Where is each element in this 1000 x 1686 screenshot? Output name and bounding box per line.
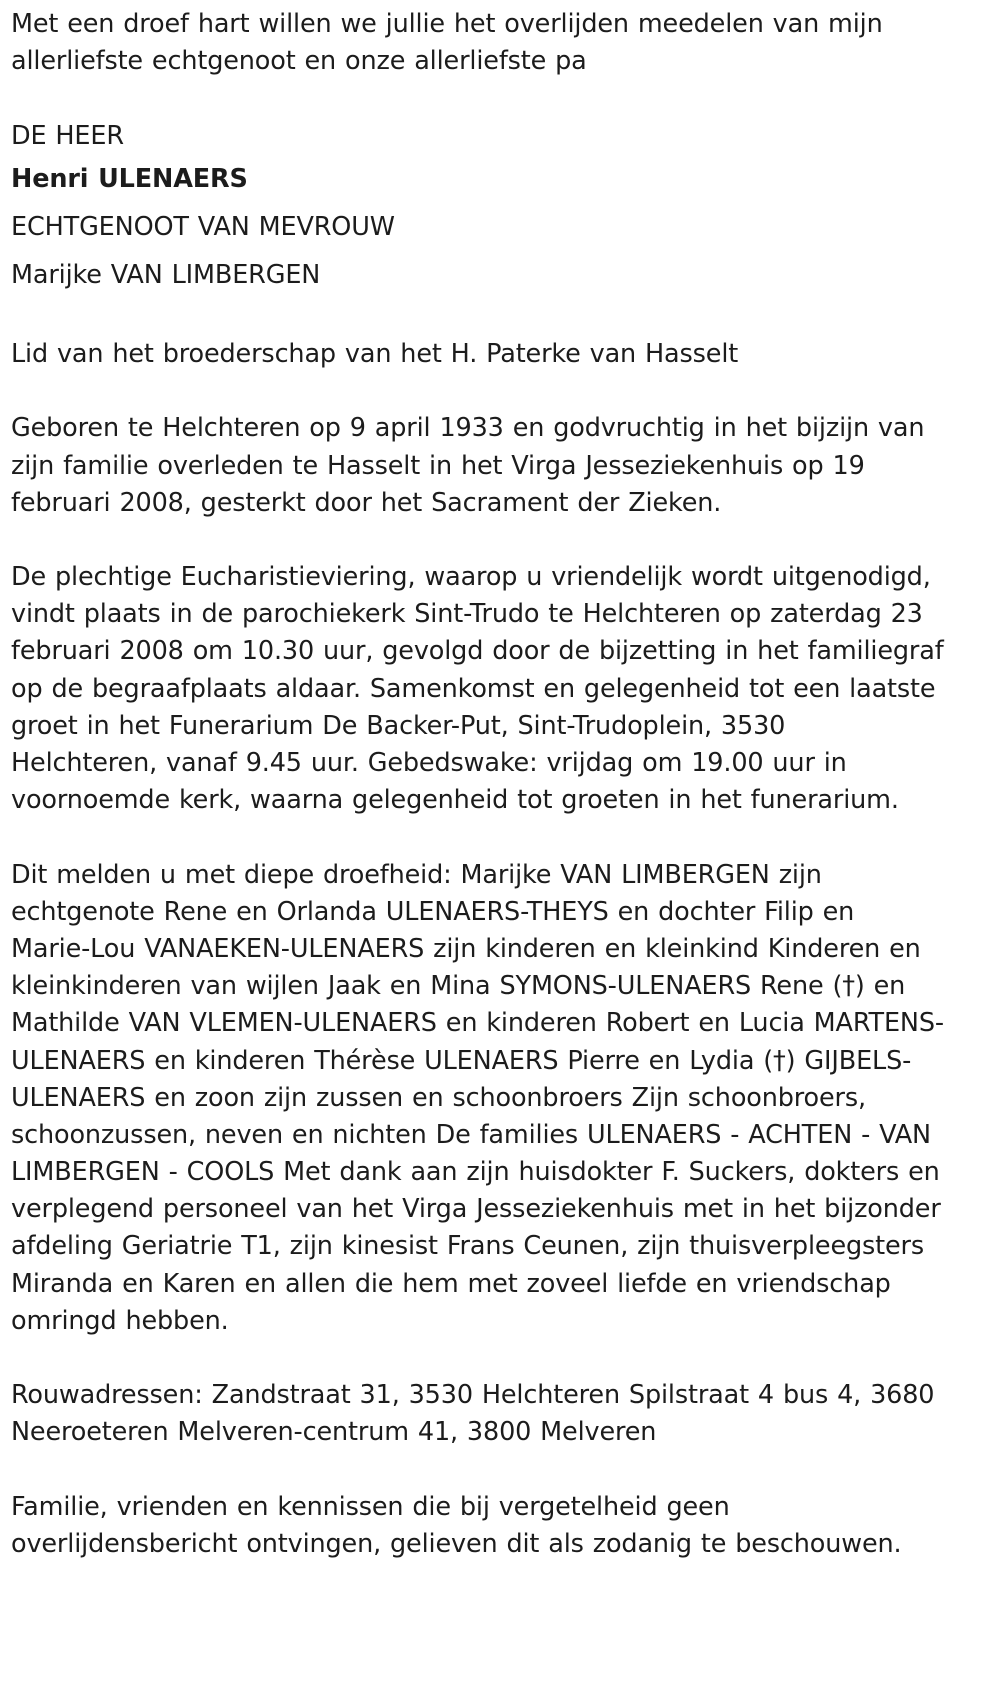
family-line: ULENAERS en kinderen Thérèse ULENAERS Pierre en Lydia (†) GIJBELS- — [11, 1045, 912, 1076]
birth-death-line: februari 2008, gesterkt door het Sacrament der Zieken. — [11, 487, 722, 518]
ceremony-line: Helchteren, vanaf 9.45 uur. Gebedswake: vrijdag om 19.00 uur in — [11, 748, 847, 778]
closing-paragraph — [11, 1489, 991, 1563]
birth-death-line: zijn familie overleden te Hasselt in het Virga Jesseziekenhuis op 19 — [11, 450, 865, 481]
ceremony-line: februari 2008 om 10.30 uur, gevolgd door de bijzetting in het familiegraf — [11, 636, 944, 667]
membership-line: Lid van het broederschap van het H. Paterke van Hasselt — [11, 338, 739, 369]
deceased-name: Henri ULENAERS — [11, 163, 248, 194]
intro-line: Met een droef hart willen we jullie het overlijden meedelen van mijn — [11, 9, 883, 39]
closing-line: Familie, vrienden en kennissen die bij vergetelheid geen — [11, 1491, 730, 1522]
family-line: afdeling Geriatrie T1, zijn kinesist Frans Ceunen, zijn thuisverpleegsters — [11, 1231, 925, 1262]
family-line: schoonzussen, neven en nichten De families ULENAERS - ACHTEN - VAN — [11, 1119, 931, 1150]
ceremony-line: groet in het Funerarium De Backer-Put, Sint-Trudoplein, 3530 — [11, 710, 786, 741]
ceremony-line: voornoemde kerk, waarna gelegenheid tot groeten in het funerarium. — [11, 785, 899, 816]
address-line: Rouwadressen: Zandstraat 31, 3530 Helchteren Spilstraat 4 bus 4, 3680 — [11, 1380, 935, 1411]
family-line: ULENAERS en zoon zijn zussen en schoonbroers Zijn schoonbroers, — [11, 1082, 866, 1113]
addresses-paragraph — [11, 1377, 991, 1451]
family-line: Dit melden u met diepe droefheid: Marijke VAN LIMBERGEN zijn — [11, 859, 822, 890]
family-line: echtgenote Rene en Orlanda ULENAERS-THEYS en dochter Filip en — [11, 896, 855, 927]
family-line: Marie-Lou VANAEKEN-ULENAERS zijn kinderen en kleinkind Kinderen en — [11, 933, 921, 964]
closing-line: overlijdensbericht ontvingen, gelieven dit als zodanig te beschouwen. — [11, 1528, 902, 1559]
title-prefix: DE HEER — [11, 120, 124, 151]
intro-line: allerliefste echtgenoot en onze allerliefste pa — [11, 46, 587, 77]
spouse-label: ECHTGENOOT VAN MEVROUW — [11, 211, 395, 242]
spouse-name: Marijke VAN LIMBERGEN — [11, 259, 321, 290]
ceremony-line: De plechtige Eucharistieviering, waarop u vriendelijk wordt uitgenodigd, — [11, 562, 931, 593]
family-line: kleinkinderen van wijlen Jaak en Mina SYMONS-ULENAERS Rene (†) en — [11, 971, 906, 1002]
ceremony-paragraph — [11, 559, 991, 819]
membership-paragraph — [11, 336, 991, 373]
family-line: Miranda en Karen en allen die hem met zoveel liefde en vriendschap — [11, 1268, 891, 1299]
name-block — [11, 118, 991, 299]
family-paragraph — [11, 857, 991, 1340]
family-line: Mathilde VAN VLEMEN-ULENAERS en kinderen Robert en Lucia MARTENS- — [11, 1008, 944, 1039]
birth-death-line: Geboren te Helchteren op 9 april 1933 en godvruchtig in het bijzijn van — [11, 413, 925, 444]
death-notice — [11, 6, 991, 1563]
birth-death-paragraph — [11, 410, 991, 522]
family-line: omringd hebben. — [11, 1305, 229, 1336]
ceremony-line: op de begraafplaats aldaar. Samenkomst en gelegenheid tot een laatste — [11, 673, 936, 704]
ceremony-line: vindt plaats in de parochiekerk Sint-Trudo te Helchteren op zaterdag 23 — [11, 599, 923, 630]
intro-paragraph — [11, 6, 991, 80]
family-line: verplegend personeel van het Virga Jesseziekenhuis met in het bijzonder — [11, 1194, 941, 1225]
address-line: Neeroeteren Melveren-centrum 41, 3800 Melveren — [11, 1417, 657, 1448]
family-line: LIMBERGEN - COOLS Met dank aan zijn huisdokter F. Suckers, dokters en — [11, 1157, 940, 1188]
